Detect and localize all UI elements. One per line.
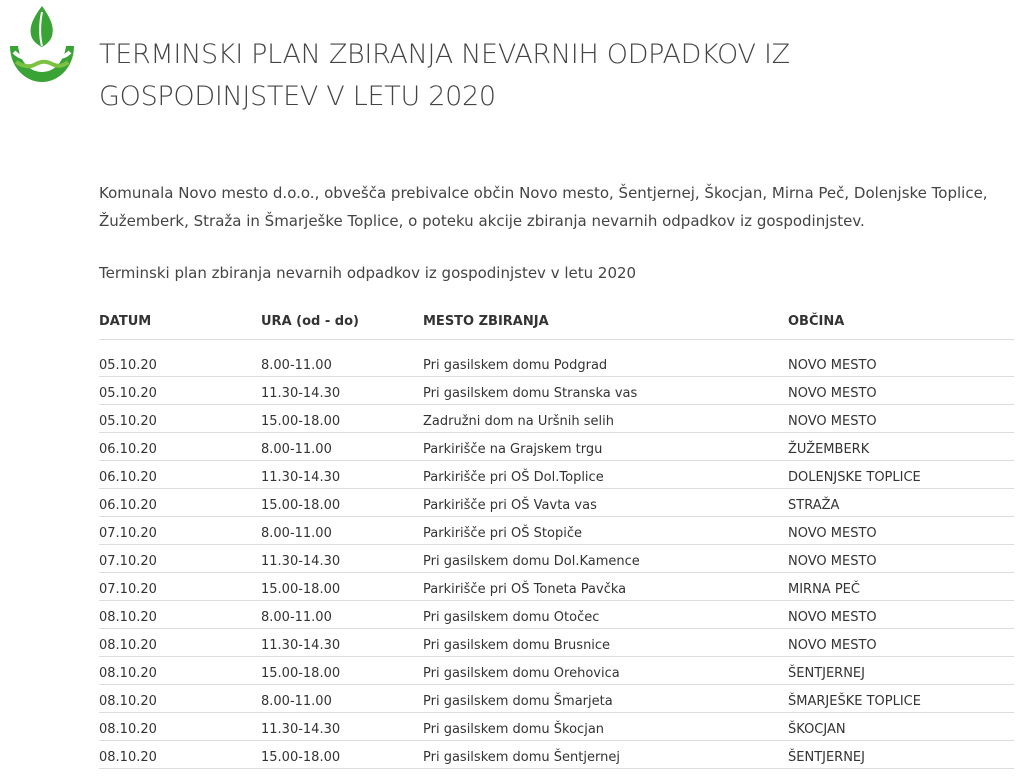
cell-time: 8.00-11.00: [261, 340, 423, 377]
cell-time: 15.00-18.00: [261, 489, 423, 517]
table-row: [99, 545, 1014, 573]
table-row: [99, 433, 1014, 461]
table-row: [99, 713, 1014, 741]
cell-location: Pri gasilskem domu Stranska vas: [423, 377, 788, 405]
cell-municipality: NOVO MESTO: [788, 405, 1014, 433]
cell-date: 06.10.20: [99, 489, 261, 517]
page-title: [99, 34, 999, 118]
cell-time: 11.30-14.30: [261, 545, 423, 573]
cell-date: 06.10.20: [99, 433, 261, 461]
cell-location: Zadružni dom na Uršnih selih: [423, 405, 788, 433]
cell-municipality: ŽUŽEMBERK: [788, 433, 1014, 461]
cell-location: Pri gasilskem domu Orehovica: [423, 657, 788, 685]
cell-time: 8.00-11.00: [261, 433, 423, 461]
cell-location: Pri gasilskem domu Brusnice: [423, 629, 788, 657]
table-row: [99, 340, 1014, 377]
page-title-line-1: TERMINSKI PLAN ZBIRANJA NEVARNIH ODPADKOV IZ: [99, 39, 790, 70]
cell-municipality: NOVO MESTO: [788, 601, 1014, 629]
cell-location: Parkirišče pri OŠ Vavta vas: [423, 489, 788, 517]
cell-location: Parkirišče na Grajskem trgu: [423, 433, 788, 461]
cell-date: 05.10.20: [99, 377, 261, 405]
collection-schedule-table: [99, 304, 1014, 769]
table-row: [99, 573, 1014, 601]
cell-time: 11.30-14.30: [261, 629, 423, 657]
cell-date: 08.10.20: [99, 601, 261, 629]
cell-municipality: NOVO MESTO: [788, 377, 1014, 405]
leaf-wave-icon: [6, 2, 78, 86]
column-header-date: DATUM: [99, 304, 261, 340]
page-title-line-2: GOSPODINJSTEV V LETU 2020: [99, 81, 496, 112]
cell-date: 08.10.20: [99, 629, 261, 657]
cell-time: 8.00-11.00: [261, 601, 423, 629]
cell-location: Pri gasilskem domu Dol.Kamence: [423, 545, 788, 573]
column-header-municipality: OBČINA: [788, 304, 1014, 340]
cell-municipality: ŠENTJERNEJ: [788, 741, 1014, 769]
cell-date: 08.10.20: [99, 741, 261, 769]
table-row: [99, 629, 1014, 657]
table-row: [99, 517, 1014, 545]
cell-time: 11.30-14.30: [261, 377, 423, 405]
cell-municipality: MIRNA PEČ: [788, 573, 1014, 601]
table-body: [99, 340, 1014, 769]
cell-location: Parkirišče pri OŠ Dol.Toplice: [423, 461, 788, 489]
cell-date: 08.10.20: [99, 713, 261, 741]
cell-date: 06.10.20: [99, 461, 261, 489]
intro-paragraph: Komunala Novo mesto d.o.o., obvešča prebivalce občin Novo mesto, Šentjernej, Škocjan, Mirna Peč, Dolenjske Toplice, Žužemberk, Straža in Šmarješke Toplice, o poteku akcije zbiranja nevarnih odpadkov iz gospodinjstev.: [99, 184, 988, 230]
cell-location: Pri gasilskem domu Podgrad: [423, 340, 788, 377]
table-header-row: [99, 304, 1014, 340]
cell-time: 8.00-11.00: [261, 517, 423, 545]
cell-municipality: ŠMARJEŠKE TOPLICE: [788, 685, 1014, 713]
cell-location: Pri gasilskem domu Škocjan: [423, 713, 788, 741]
cell-municipality: NOVO MESTO: [788, 629, 1014, 657]
cell-time: 8.00-11.00: [261, 685, 423, 713]
cell-date: 05.10.20: [99, 340, 261, 377]
cell-date: 07.10.20: [99, 573, 261, 601]
table-caption: Terminski plan zbiranja nevarnih odpadkov iz gospodinjstev v letu 2020: [99, 264, 637, 282]
cell-municipality: ŠENTJERNEJ: [788, 657, 1014, 685]
cell-date: 07.10.20: [99, 517, 261, 545]
cell-time: 11.30-14.30: [261, 713, 423, 741]
cell-location: Pri gasilskem domu Otočec: [423, 601, 788, 629]
cell-municipality: ŠKOCJAN: [788, 713, 1014, 741]
table-row: [99, 405, 1014, 433]
cell-time: 15.00-18.00: [261, 741, 423, 769]
cell-time: 15.00-18.00: [261, 405, 423, 433]
table-row: [99, 377, 1014, 405]
cell-location: Parkirišče pri OŠ Stopiče: [423, 517, 788, 545]
cell-time: 15.00-18.00: [261, 573, 423, 601]
cell-location: Parkirišče pri OŠ Toneta Pavčka: [423, 573, 788, 601]
table-row: [99, 741, 1014, 769]
column-header-location: MESTO ZBIRANJA: [423, 304, 788, 340]
cell-date: 07.10.20: [99, 545, 261, 573]
table-row: [99, 685, 1014, 713]
cell-time: 11.30-14.30: [261, 461, 423, 489]
cell-location: Pri gasilskem domu Šentjernej: [423, 741, 788, 769]
cell-time: 15.00-18.00: [261, 657, 423, 685]
cell-location: Pri gasilskem domu Šmarjeta: [423, 685, 788, 713]
table-row: [99, 461, 1014, 489]
cell-date: 08.10.20: [99, 685, 261, 713]
cell-municipality: NOVO MESTO: [788, 545, 1014, 573]
table-row: [99, 657, 1014, 685]
cell-date: 05.10.20: [99, 405, 261, 433]
table-row: [99, 601, 1014, 629]
cell-municipality: NOVO MESTO: [788, 517, 1014, 545]
cell-municipality: NOVO MESTO: [788, 340, 1014, 377]
cell-municipality: DOLENJSKE TOPLICE: [788, 461, 1014, 489]
table-row: [99, 489, 1014, 517]
cell-municipality: STRAŽA: [788, 489, 1014, 517]
column-header-time: URA (od - do): [261, 304, 423, 340]
company-logo[interactable]: [6, 2, 78, 86]
cell-date: 08.10.20: [99, 657, 261, 685]
